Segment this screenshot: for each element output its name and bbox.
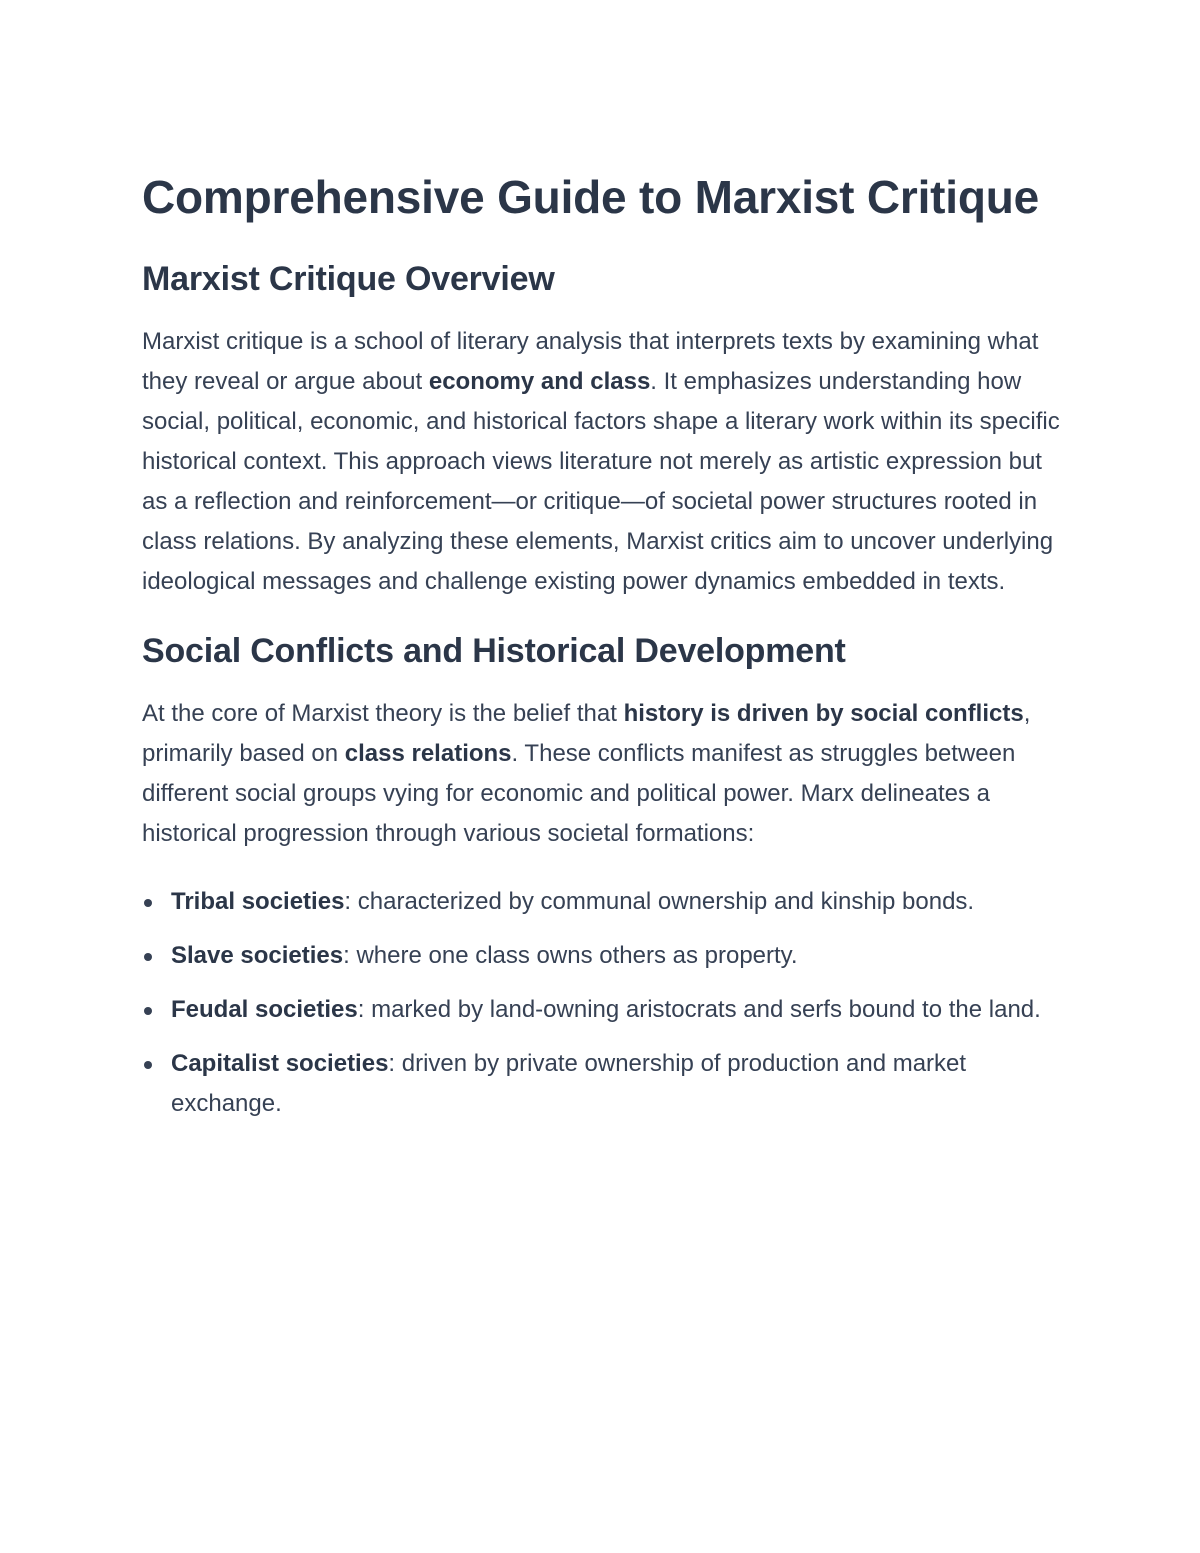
list-item [142, 936, 1062, 976]
section-heading: Marxist Critique Overview [142, 260, 555, 298]
list-item-term: Slave societies [171, 942, 344, 969]
section-social-conflicts [142, 630, 1062, 1124]
document-title: Comprehensive Guide to Marxist Critique [142, 171, 1040, 223]
bold-phrase: history is driven by social conflicts [623, 700, 1024, 727]
list-item-description: : marked by land-owning aristocrats and serfs bound to the land. [357, 996, 1041, 1023]
section-heading: Social Conflicts and Historical Development [142, 632, 846, 670]
document-page [142, 166, 1062, 1138]
list-item-term: Tribal societies [171, 888, 345, 915]
paragraph-text: . It emphasizes understanding how social, political, economic, and historical factors shape a literary work within its specific historical context. This approach views literature not merely as artistic expression but as a reflection and reinforcement—or critique—of societal power structures rooted in class relations. By analyzing these elements, Marxist critics aim to uncover underlying ideological messages and challenge existing power dynamics embedded in texts. [142, 368, 1060, 595]
bold-phrase: class relations [344, 740, 512, 767]
list-item-description: : characterized by communal ownership and kinship bonds. [344, 888, 975, 915]
list-item-description: : where one class owns others as property. [343, 942, 798, 969]
paragraph-text: , primarily based on [142, 700, 1031, 767]
section-paragraph [142, 694, 1062, 854]
list-item [142, 882, 1062, 922]
bold-phrase: economy and class [428, 368, 651, 395]
section-paragraph [142, 322, 1062, 602]
list-item-term: Feudal societies [171, 996, 358, 1023]
paragraph-text: At the core of Marxist theory is the belief that [142, 700, 624, 727]
societal-formations-list [142, 882, 1062, 1124]
paragraph-text: . These conflicts manifest as struggles between different social groups vying for economic and political power. Marx delineates a historical progression through various societal formations: [142, 740, 1016, 847]
list-item-term: Capitalist societies [171, 1050, 389, 1077]
section-marxist-critique-overview [142, 258, 1062, 602]
list-item [142, 1044, 1062, 1124]
list-item [142, 990, 1062, 1030]
list-item-description: : driven by private ownership of production and market exchange. [171, 1050, 967, 1117]
paragraph-text: Marxist critique is a school of literary analysis that interprets texts by examining what they reveal or argue about [142, 328, 1039, 395]
